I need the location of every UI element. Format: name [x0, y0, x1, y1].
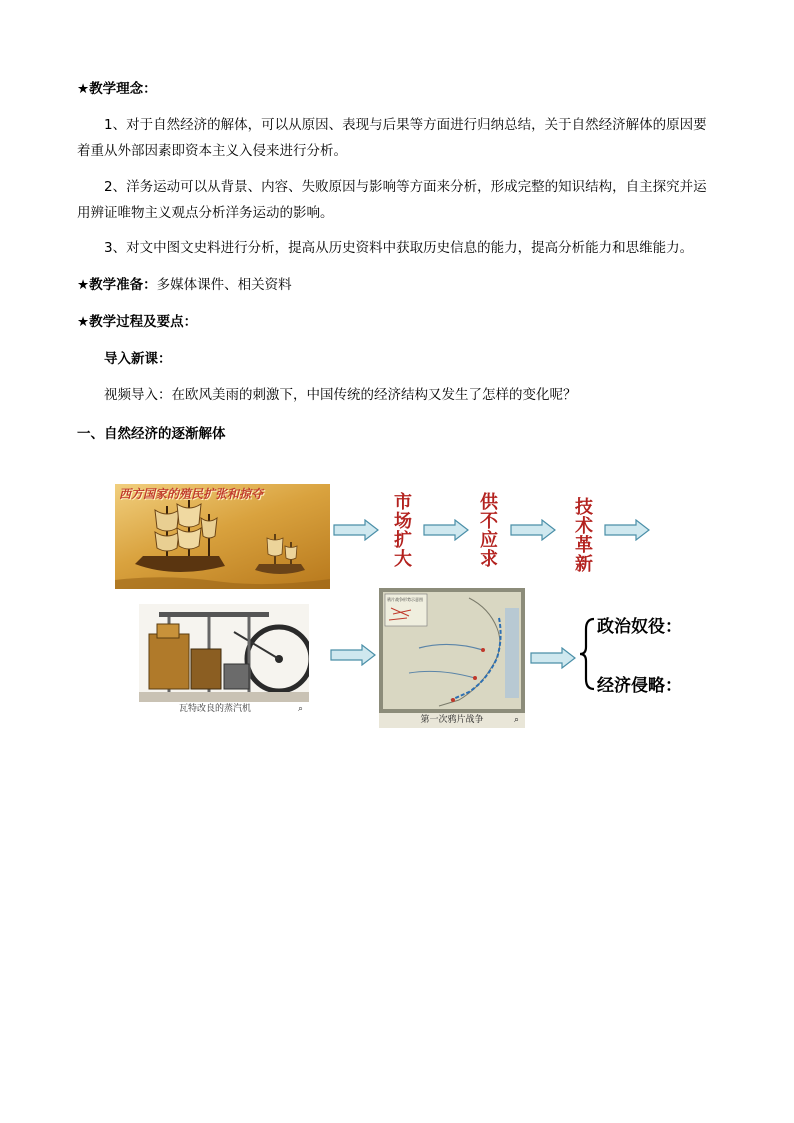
steam-engine-illustration: [139, 604, 309, 702]
arrow-right-icon: [333, 519, 379, 541]
engine-caption-text: 瓦特改良的蒸汽机: [179, 704, 252, 714]
brace-icon: [578, 617, 596, 691]
arrow-right-icon: [510, 519, 556, 541]
ships-illustration: [115, 484, 330, 589]
arrow-right-icon: [530, 647, 576, 669]
step-demand-exceeds-supply: 供不应求: [480, 492, 498, 570]
map-title: 鸦片战争形势示意图: [387, 597, 423, 602]
outcome-political: 政治奴役：: [597, 617, 682, 637]
map-caption: [379, 713, 525, 728]
zoom-icon: ⌕: [513, 715, 519, 725]
step-tech-innovation: 技术革新: [575, 497, 593, 575]
map-caption-text: 第一次鸦片战争: [420, 715, 484, 725]
ships-caption: 西方国家的殖民扩张和掠夺: [119, 487, 264, 501]
engine-caption: [139, 702, 309, 717]
arrow-right-icon: [330, 644, 376, 666]
steam-engine-image: [139, 604, 309, 717]
intro-text: 视频导入：在欧风美雨的刺激下，中国传统的经济结构又发生了怎样的变化呢？: [104, 387, 577, 403]
teaching-prep-label: ★教学准备：: [77, 277, 157, 293]
teaching-prep-text: 多媒体课件、相关资料: [156, 277, 292, 293]
heading-teaching-process: ★教学过程及要点：: [77, 314, 198, 330]
step-market-expand: 市场扩大: [394, 492, 412, 570]
teaching-prep: [77, 276, 292, 294]
paragraph-1: 1、对于自然经济的解体，可以从原因、表现与后果等方面进行归纳总结，关于自然经济解体的原因要着重从外部因素即资本主义入侵来进行分析。: [77, 117, 707, 159]
opium-war-map-image: [379, 588, 525, 728]
paragraph-3: 3、对文中图文史料进行分析，提高从历史资料中获取历史信息的能力，提高分析能力和思维能力。: [104, 240, 694, 256]
colonial-ships-image: [115, 484, 330, 589]
arrow-right-icon: [423, 519, 469, 541]
arrow-right-icon: [604, 519, 650, 541]
section-one-title: 一、自然经济的逐渐解体: [77, 426, 226, 442]
opium-war-map: [379, 588, 525, 713]
intro-label: 导入新课：: [104, 351, 172, 367]
zoom-icon: ⌕: [297, 704, 303, 714]
outcome-economic: 经济侵略：: [597, 676, 682, 696]
heading-teaching-philosophy: ★教学理念：: [77, 81, 157, 97]
paragraph-2: 2、洋务运动可以从背景、内容、失败原因与影响等方面来分析，形成完整的知识结构，自主探究并运用辨证唯物主义观点分析洋务运动的影响。: [77, 179, 707, 221]
